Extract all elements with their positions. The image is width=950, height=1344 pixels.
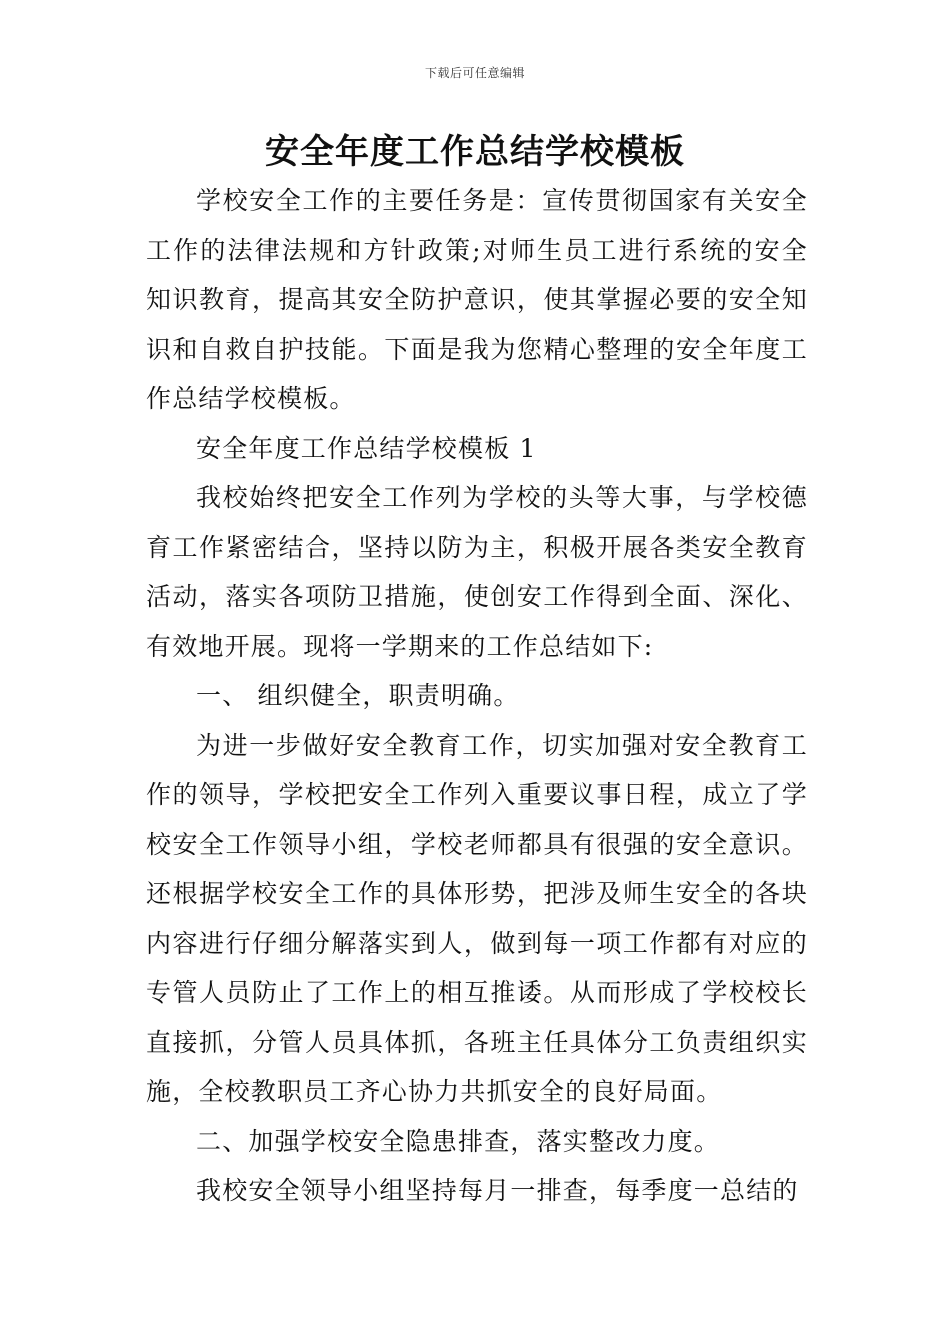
body-paragraph: 我校安全领导小组坚持每月一排查，每季度一总结的 <box>196 1176 799 1205</box>
document-body <box>146 176 808 1216</box>
header-note: 下载后可任意编辑 <box>424 66 525 80</box>
document-title: 安全年度工作总结学校模板 <box>265 132 685 172</box>
intro-paragraph: 学校安全工作的主要任务是：宣传贯彻国家有关安全工作的法律法规和方针政策;对师生员工进行系统的安全知识教育，提高其安全防护意识，使其掌握必要的安全知识和自救自护技能。下面是我为您精心整理的安全年度工作总结学校模板。 <box>146 186 808 413</box>
section-heading-2: 二、加强学校安全隐患排查，落实整改力度。 <box>196 1126 721 1156</box>
body-paragraph: 我校始终把安全工作列为学校的头等大事，与学校德育工作紧密结合，坚持以防为主，积极开展各类安全教育活动，落实各项防卫措施，使创安工作得到全面、深化、有效地开展。现将一学期来的工作总结如下: <box>146 483 808 661</box>
section-heading-1: 一、 组织健全，职责明确。 <box>196 681 520 710</box>
section-heading-template-1: 安全年度工作总结学校模板 1 <box>196 433 537 463</box>
body-paragraph: 为进一步做好安全教育工作，切实加强对安全教育工作的领导，学校把安全工作列入重要议事日程，成立了学校安全工作领导小组，学校老师都具有很强的安全意识。还根据学校安全工作的具体形势，把涉及师生安全的各块内容进行仔细分解落实到人，做到每一项工作都有对应的专管人员防止了工作上的相互推诿。从而形成了学校校长直接抓，分管人员具体抓，各班主任具体分工负责组织实施，全校教职员工齐心协力共抓安全的良好局面。 <box>146 730 808 1106</box>
